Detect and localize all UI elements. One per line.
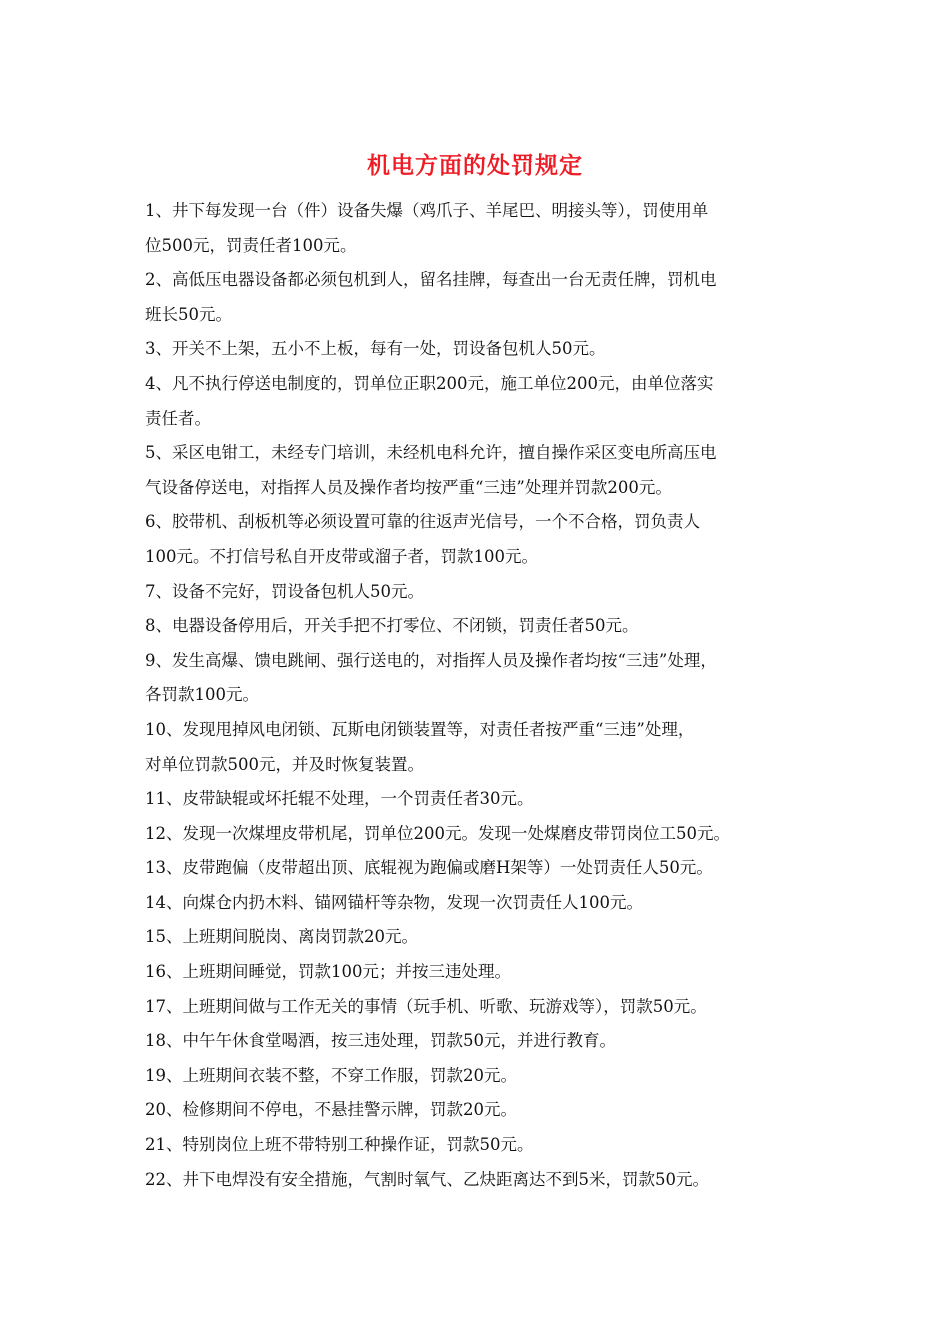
rule-text-line: 20、检修期间不停电，不悬挂警示牌，罚款20元。 (145, 1100, 517, 1120)
rule-text-line: 10、发现甩掉风电闭锁、瓦斯电闭锁装置等，对责任者按严重“三违”处理， (145, 719, 695, 739)
rule-item (145, 1093, 825, 1128)
rule-text-line: 100元。不打信号私自开皮带或溜子者，罚款100元。 (145, 546, 538, 566)
rule-text-line: 14、向煤仓内扔木料、锚网锚杆等杂物，发现一次罚责任人100元。 (145, 892, 643, 912)
rule-item (145, 436, 825, 505)
rule-item (145, 782, 825, 817)
rule-text-line: 对单位罚款500元，并及时恢复装置。 (145, 754, 424, 774)
rule-text-line: 气设备停送电，对指挥人员及操作者均按严重“三违”处理并罚款200元。 (145, 477, 672, 497)
rule-text-line: 13、皮带跑偏（皮带超出顶、底辊视为跑偏或磨H架等）一处罚责任人50元。 (145, 858, 713, 878)
rule-item (145, 367, 825, 436)
rule-item (145, 886, 825, 921)
document-title: 机电方面的处罚规定 (367, 152, 583, 179)
rule-text-line: 1、井下每发现一台（件）设备失爆（鸡爪子、羊尾巴、明接头等），罚使用单 (145, 201, 709, 220)
rule-item (145, 609, 825, 644)
rule-item (145, 575, 825, 610)
rule-item (145, 332, 825, 367)
rule-item (145, 851, 825, 886)
rule-item (145, 1128, 825, 1163)
rule-item (145, 194, 825, 263)
rule-item (145, 1024, 825, 1059)
rule-item (145, 1059, 825, 1094)
rule-text-line: 19、上班期间衣装不整，不穿工作服，罚款20元。 (145, 1065, 517, 1085)
rule-text-line: 18、中午午休食堂喝酒，按三违处理，罚款50元，并进行教育。 (145, 1031, 616, 1051)
rule-text-line: 22、井下电焊没有安全措施，气割时氧气、乙炔距离达不到5米，罚款50元。 (145, 1169, 709, 1189)
rule-item (145, 920, 825, 955)
rule-text-line: 3、开关不上架，五小不上板，每有一处，罚设备包机人50元。 (145, 339, 606, 359)
rule-item (145, 263, 825, 332)
rule-text-line: 4、凡不执行停送电制度的，罚单位正职200元，施工单位200元，由单位落实 (145, 373, 714, 393)
rule-text-line: 责任者。 (145, 408, 211, 428)
rules-list (145, 194, 825, 1197)
rule-text-line: 7、设备不完好，罚设备包机人50元。 (145, 581, 424, 601)
rule-text-line: 位500元，罚责任者100元。 (145, 235, 357, 255)
rule-text-line: 5、采区电钳工，未经专门培训，未经机电科允许，擅自操作采区变电所高压电 (145, 443, 717, 463)
rule-item (145, 990, 825, 1025)
rule-text-line: 6、胶带机、刮板机等必须设置可靠的往返声光信号，一个不合格，罚负责人 (145, 512, 700, 532)
rule-text-line: 12、发现一次煤埋皮带机尾，罚单位200元。发现一处煤磨皮带罚岗位工50元。 (145, 823, 730, 843)
rule-item (145, 817, 825, 852)
rule-item (145, 713, 825, 782)
rule-text-line: 16、上班期间睡觉，罚款100元；并按三违处理。 (145, 962, 511, 982)
rule-text-line: 21、特别岗位上班不带特别工种操作证，罚款50元。 (145, 1135, 534, 1155)
rule-text-line: 17、上班期间做与工作无关的事情（玩手机、听歌、玩游戏等），罚款50元。 (145, 996, 707, 1016)
rule-item (145, 955, 825, 990)
rule-text-line: 15、上班期间脱岗、离岗罚款20元。 (145, 927, 418, 947)
rule-item (145, 644, 825, 713)
rule-item (145, 1163, 825, 1198)
rule-text-line: 2、高低压电器设备都必须包机到人，留名挂牌，每查出一台无责任牌，罚机电 (145, 270, 717, 290)
rule-item (145, 505, 825, 574)
rule-text-line: 9、发生高爆、馈电跳闸、强行送电的，对指挥人员及操作者均按“三违”处理， (145, 650, 717, 670)
rule-text-line: 各罚款100元。 (145, 685, 259, 705)
rule-text-line: 8、电器设备停用后，开关手把不打零位、不闭锁，罚责任者50元。 (145, 616, 639, 636)
rule-text-line: 班长50元。 (145, 304, 232, 324)
rule-text-line: 11、皮带缺辊或坏托辊不处理，一个罚责任者30元。 (145, 789, 534, 809)
